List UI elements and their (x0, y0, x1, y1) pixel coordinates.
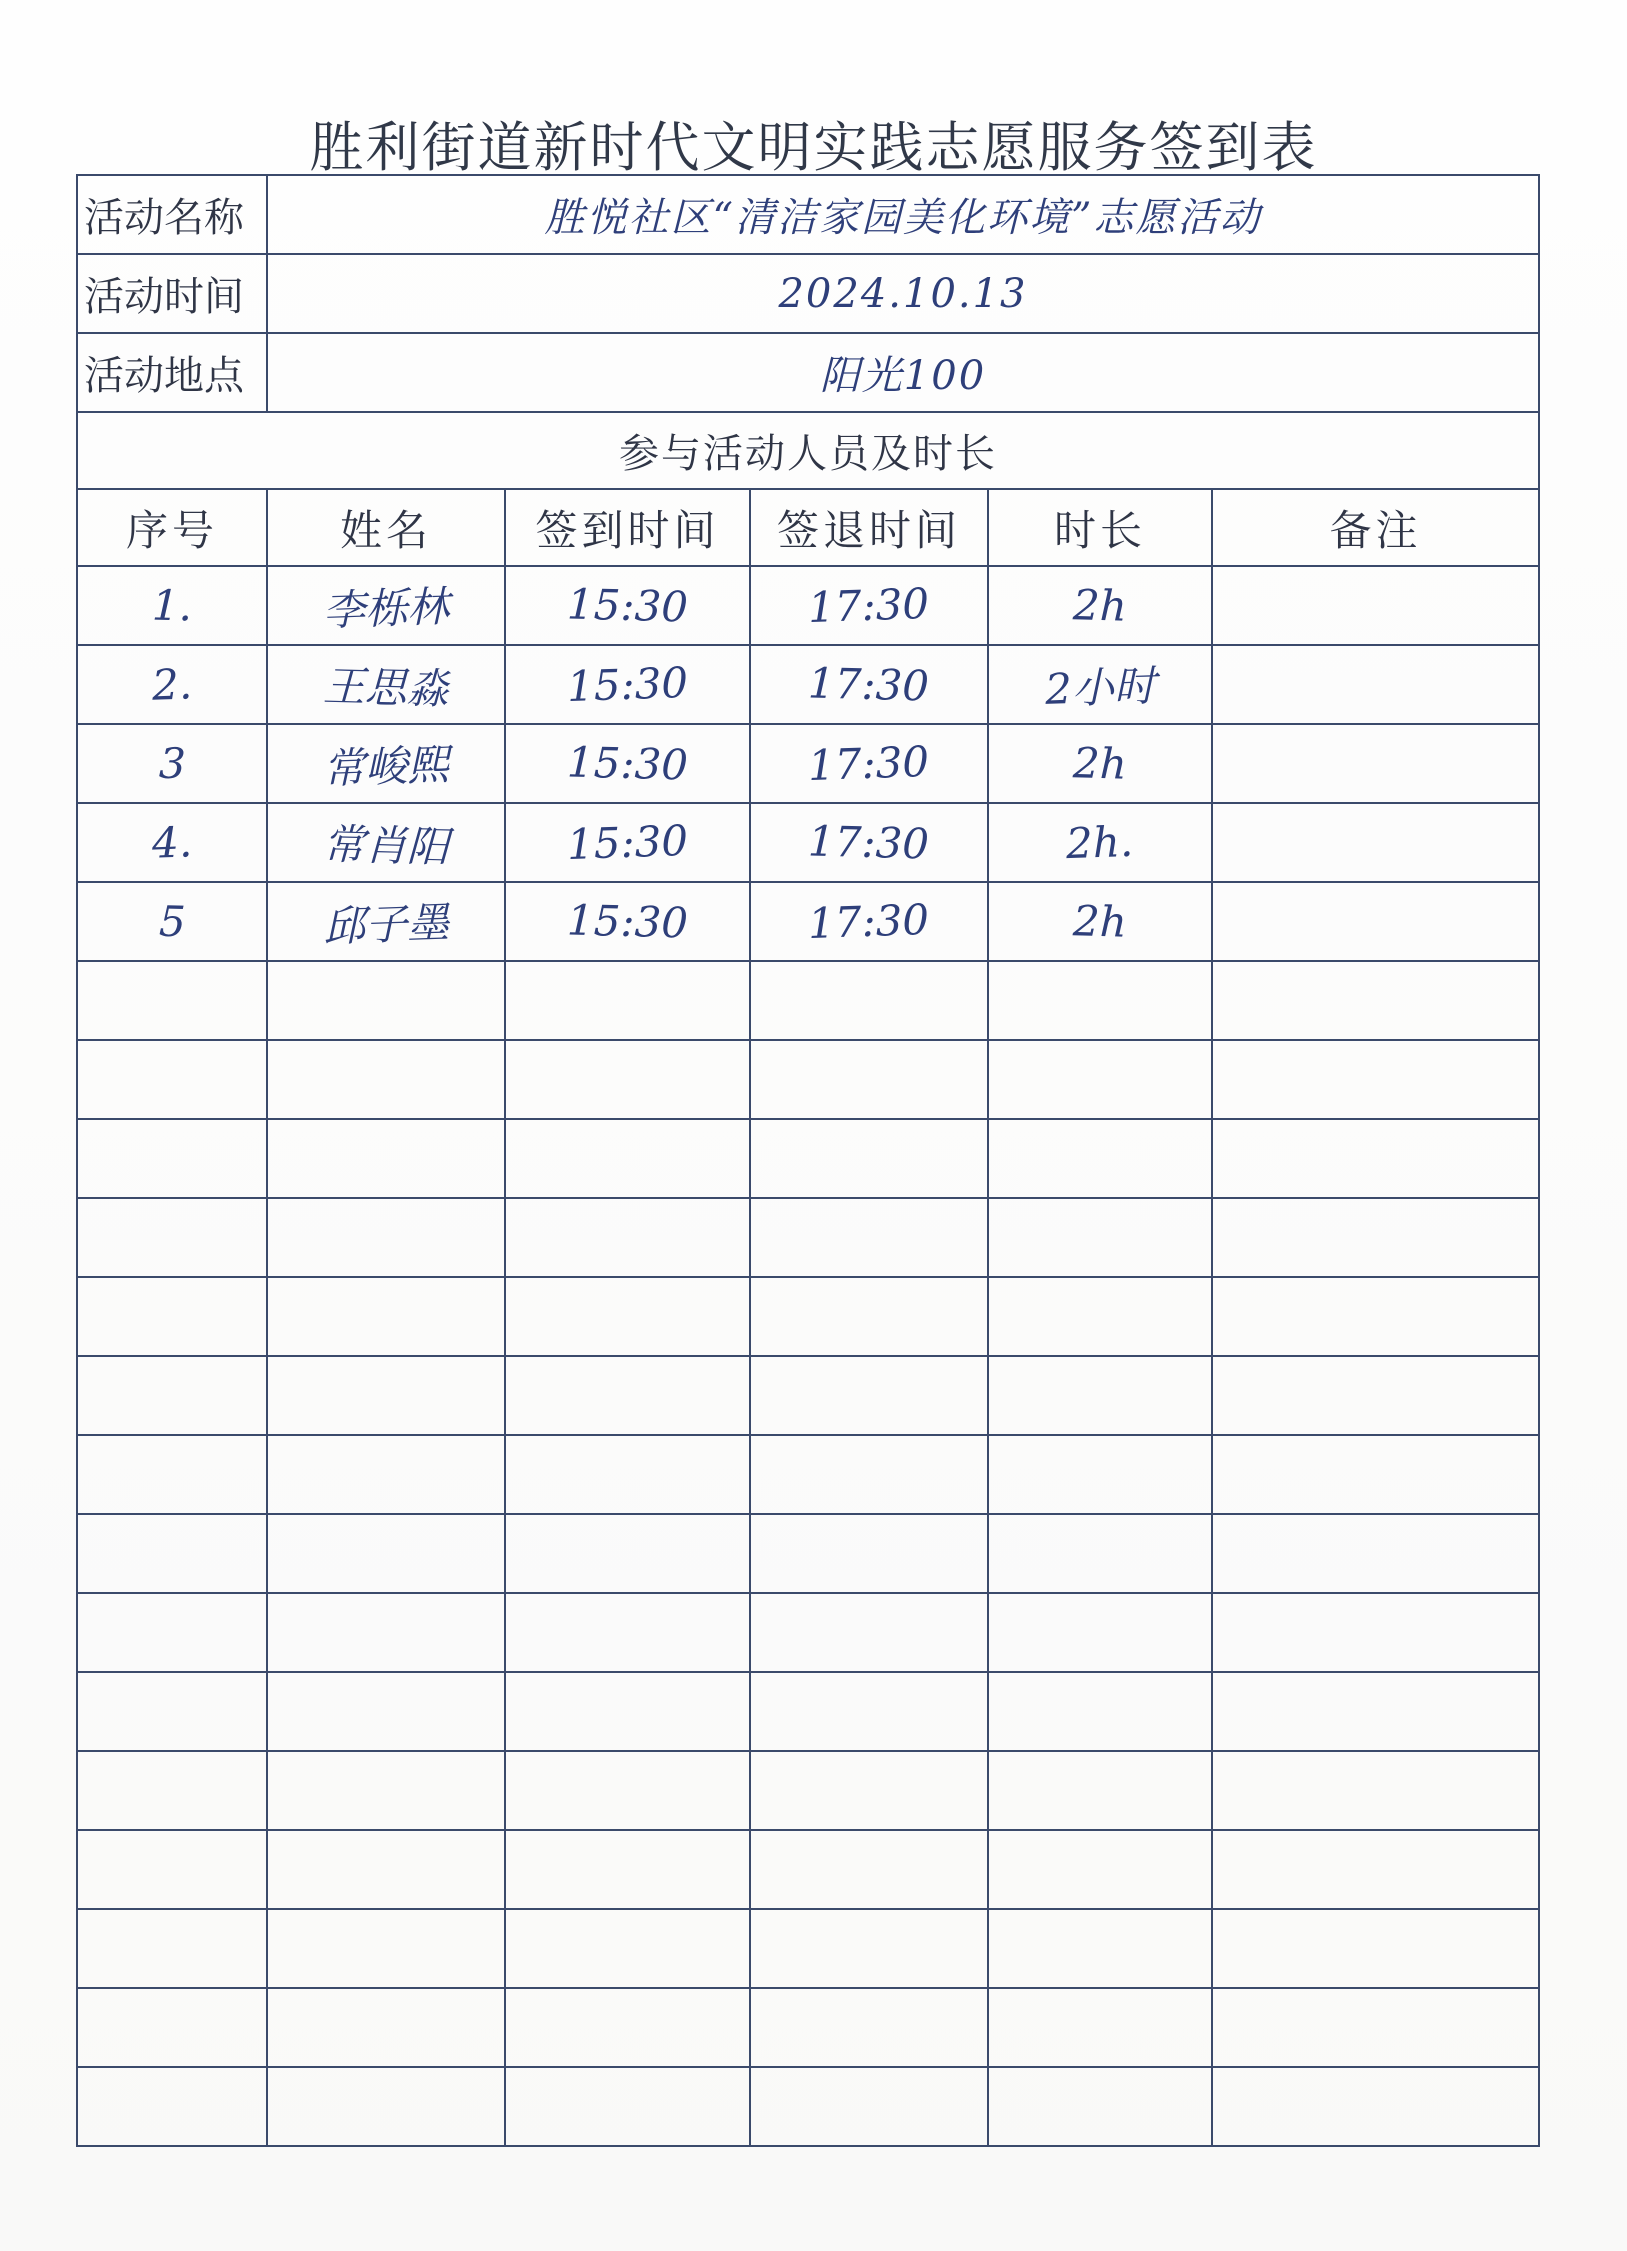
empty-cell (267, 1751, 505, 1830)
section-title: 参与活动人员及时长 (77, 412, 1539, 489)
entry-index: 2. (77, 645, 267, 724)
sign-in-table (76, 174, 1540, 2147)
empty-cell (77, 1040, 267, 1119)
empty-cell (267, 1119, 505, 1198)
empty-cell (267, 1040, 505, 1119)
entry-duration: 2h. (988, 803, 1212, 882)
entry-sign-out: 17:30 (750, 803, 988, 882)
empty-cell (267, 1593, 505, 1672)
empty-cell (77, 1751, 267, 1830)
entry-sign-out: 17:30 (750, 566, 988, 645)
entry-name: 李栎林 (267, 566, 505, 645)
empty-cell (505, 1593, 750, 1672)
activity-name-label: 活动名称 (77, 175, 267, 254)
table-row (77, 803, 1539, 882)
empty-cell (988, 1593, 1212, 1672)
form-title: 胜利街道新时代文明实践志愿服务签到表 (309, 116, 1318, 179)
empty-cell (77, 1593, 267, 1672)
entry-sign-in: 15:30 (505, 803, 750, 882)
empty-cell (750, 1198, 988, 1277)
entry-note (1212, 645, 1539, 724)
empty-cell (750, 1988, 988, 2067)
empty-row (77, 1119, 1539, 1198)
table-row (77, 566, 1539, 645)
empty-cell (988, 1751, 1212, 1830)
empty-cell (267, 1514, 505, 1593)
entry-note (1212, 566, 1539, 645)
empty-cell (77, 1356, 267, 1435)
empty-cell (988, 1356, 1212, 1435)
empty-cell (505, 1751, 750, 1830)
empty-cell (505, 1830, 750, 1909)
entry-index: 5 (77, 882, 267, 961)
entry-sign-out: 17:30 (750, 882, 988, 961)
empty-cell (750, 2067, 988, 2146)
empty-cell (1212, 1988, 1539, 2067)
empty-cell (988, 1909, 1212, 1988)
activity-name-value: 胜悦社区“清洁家园美化环境”志愿活动 (267, 175, 1539, 254)
empty-cell (267, 2067, 505, 2146)
col-header-index: 序号 (77, 489, 267, 566)
empty-cell (750, 1751, 988, 1830)
empty-cell (267, 1277, 505, 1356)
empty-cell (988, 1277, 1212, 1356)
empty-cell (1212, 1672, 1539, 1751)
empty-cell (77, 1277, 267, 1356)
empty-cell (1212, 1909, 1539, 1988)
empty-cell (505, 1514, 750, 1593)
entry-name: 常峻熙 (267, 724, 505, 803)
empty-cell (77, 1435, 267, 1514)
empty-cell (988, 1119, 1212, 1198)
empty-cell (77, 1672, 267, 1751)
empty-cell (750, 1672, 988, 1751)
empty-cell (750, 1277, 988, 1356)
entry-name: 王思淼 (267, 645, 505, 724)
entry-index: 1. (77, 566, 267, 645)
empty-cell (267, 1909, 505, 1988)
column-header-row (77, 489, 1539, 566)
empty-cell (77, 1119, 267, 1198)
empty-cell (77, 1198, 267, 1277)
empty-cell (505, 1040, 750, 1119)
activity-name-row (77, 175, 1539, 254)
empty-cell (988, 1198, 1212, 1277)
empty-row (77, 1988, 1539, 2067)
empty-cell (505, 1356, 750, 1435)
table-row (77, 724, 1539, 803)
empty-row (77, 1672, 1539, 1751)
empty-row (77, 961, 1539, 1040)
entry-sign-in: 15:30 (505, 882, 750, 961)
empty-cell (267, 1435, 505, 1514)
empty-cell (267, 1672, 505, 1751)
empty-cell (1212, 1119, 1539, 1198)
empty-row (77, 1356, 1539, 1435)
empty-cell (505, 961, 750, 1040)
entry-sign-in: 15:30 (505, 566, 750, 645)
entry-duration: 2h (988, 724, 1212, 803)
empty-row (77, 1277, 1539, 1356)
empty-cell (750, 1435, 988, 1514)
empty-cell (1212, 1593, 1539, 1672)
empty-cell (1212, 1277, 1539, 1356)
empty-cell (988, 1040, 1212, 1119)
empty-cell (750, 1040, 988, 1119)
empty-row (77, 1514, 1539, 1593)
empty-cell (77, 1514, 267, 1593)
entry-note (1212, 882, 1539, 961)
empty-cell (505, 1119, 750, 1198)
entry-index: 4. (77, 803, 267, 882)
col-header-sign-in: 签到时间 (505, 489, 750, 566)
empty-cell (1212, 1751, 1539, 1830)
empty-cell (1212, 2067, 1539, 2146)
entry-sign-in: 15:30 (505, 724, 750, 803)
empty-cell (1212, 961, 1539, 1040)
col-header-duration: 时长 (988, 489, 1212, 566)
empty-cell (988, 1672, 1212, 1751)
empty-cell (988, 1435, 1212, 1514)
entry-sign-out: 17:30 (750, 645, 988, 724)
empty-cell (505, 1435, 750, 1514)
entry-duration: 2h (988, 882, 1212, 961)
empty-cell (750, 1119, 988, 1198)
col-header-note: 备注 (1212, 489, 1539, 566)
empty-cell (988, 1514, 1212, 1593)
empty-cell (750, 1909, 988, 1988)
entry-index: 3 (77, 724, 267, 803)
empty-cell (750, 1593, 988, 1672)
empty-cell (77, 961, 267, 1040)
empty-row (77, 1751, 1539, 1830)
empty-row (77, 1435, 1539, 1514)
empty-cell (1212, 1435, 1539, 1514)
empty-cell (750, 961, 988, 1040)
empty-cell (77, 1988, 267, 2067)
entry-sign-in: 15:30 (505, 645, 750, 724)
entry-duration: 2h (988, 566, 1212, 645)
empty-cell (267, 961, 505, 1040)
empty-cell (267, 1988, 505, 2067)
empty-cell (988, 1830, 1212, 1909)
empty-cell (77, 1830, 267, 1909)
empty-cell (505, 1198, 750, 1277)
col-header-sign-out: 签退时间 (750, 489, 988, 566)
empty-cell (505, 1909, 750, 1988)
empty-cell (505, 2067, 750, 2146)
empty-cell (988, 2067, 1212, 2146)
empty-cell (267, 1356, 505, 1435)
col-header-name: 姓名 (267, 489, 505, 566)
empty-cell (1212, 1830, 1539, 1909)
empty-cell (77, 2067, 267, 2146)
entry-sign-out: 17:30 (750, 724, 988, 803)
empty-cell (988, 1988, 1212, 2067)
entry-name: 常肖阳 (267, 803, 505, 882)
activity-place-row (77, 333, 1539, 412)
empty-cell (750, 1356, 988, 1435)
empty-cell (988, 961, 1212, 1040)
empty-cell (77, 1909, 267, 1988)
empty-cell (750, 1830, 988, 1909)
empty-cell (1212, 1356, 1539, 1435)
empty-row (77, 1909, 1539, 1988)
empty-row (77, 1040, 1539, 1119)
activity-time-value: 2024.10.13 (267, 254, 1539, 333)
activity-time-row (77, 254, 1539, 333)
activity-place-label: 活动地点 (77, 333, 267, 412)
table-row (77, 882, 1539, 961)
empty-cell (267, 1830, 505, 1909)
activity-time-label: 活动时间 (77, 254, 267, 333)
entry-duration: 2小时 (988, 645, 1212, 724)
empty-row (77, 1593, 1539, 1672)
empty-cell (505, 1277, 750, 1356)
empty-cell (1212, 1514, 1539, 1593)
entry-note (1212, 724, 1539, 803)
empty-cell (1212, 1040, 1539, 1119)
entry-note (1212, 803, 1539, 882)
empty-row (77, 2067, 1539, 2146)
empty-cell (505, 1988, 750, 2067)
activity-place-value: 阳光100 (267, 333, 1539, 412)
empty-cell (1212, 1198, 1539, 1277)
entry-name: 邱子墨 (267, 882, 505, 961)
section-row (77, 412, 1539, 489)
empty-cell (505, 1672, 750, 1751)
empty-row (77, 1198, 1539, 1277)
empty-cell (750, 1514, 988, 1593)
empty-cell (267, 1198, 505, 1277)
table-row (77, 645, 1539, 724)
empty-row (77, 1830, 1539, 1909)
